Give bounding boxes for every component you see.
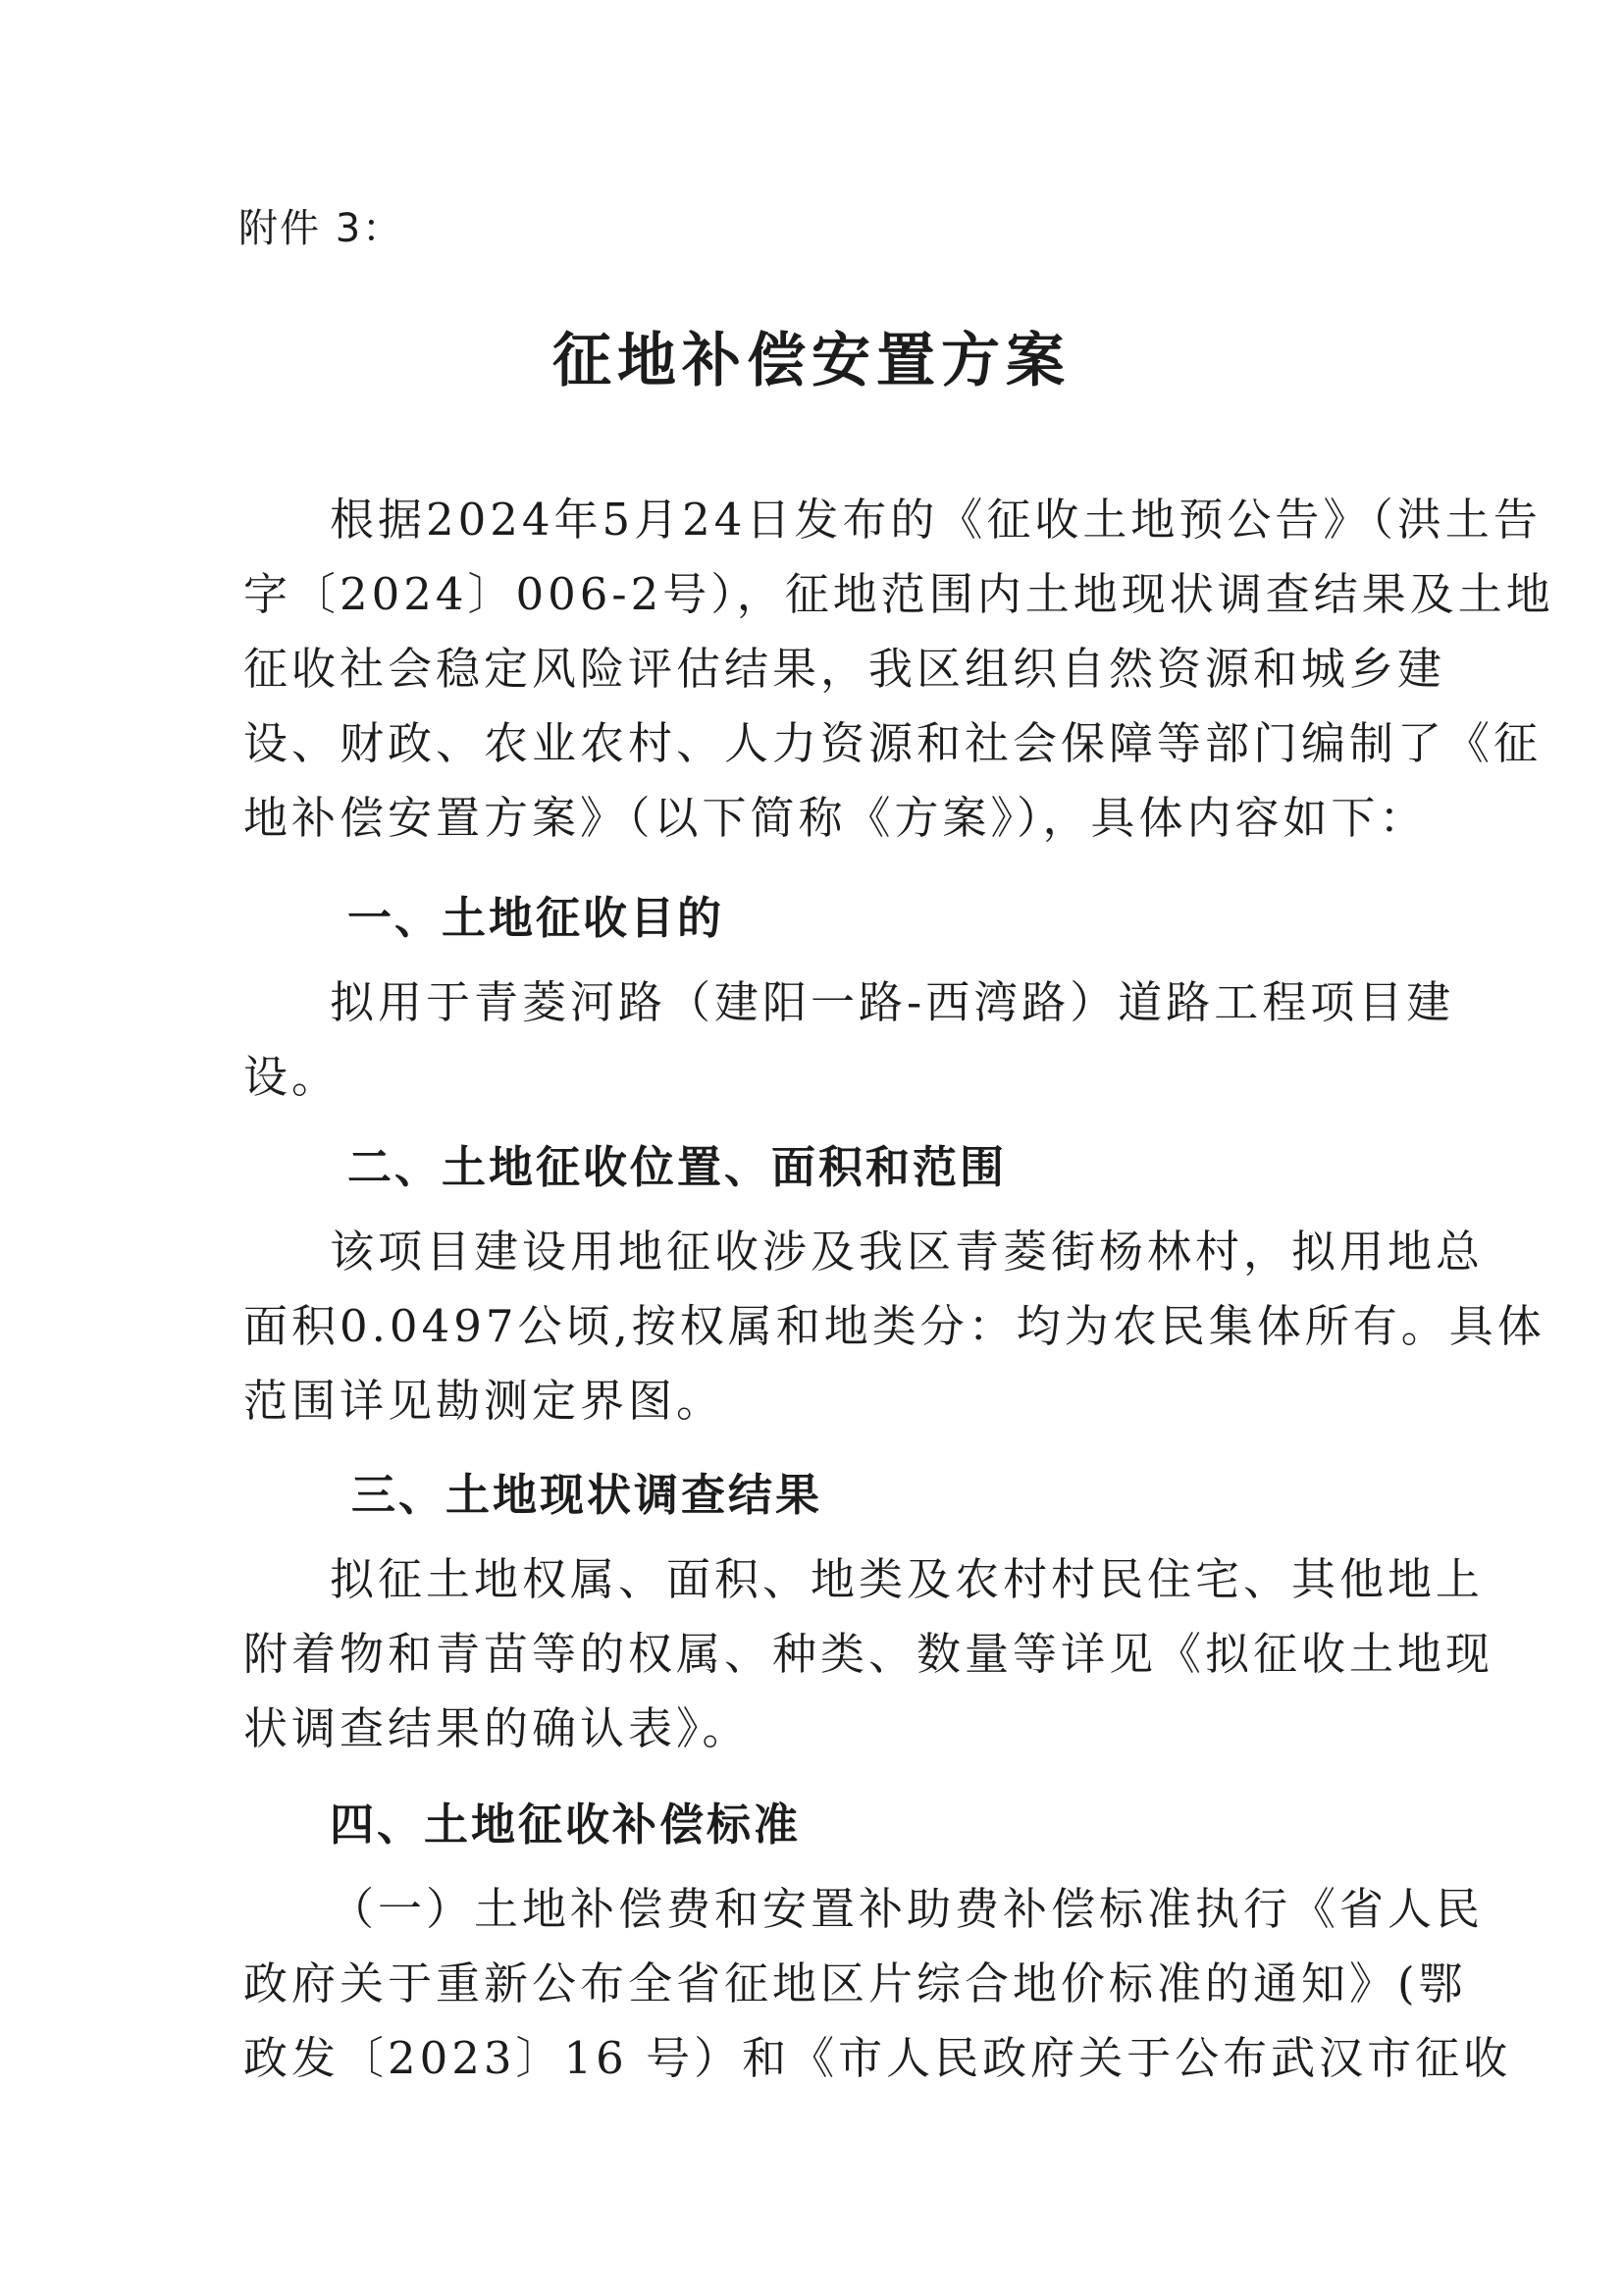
section-line: 面积0.0497公顷,按权属和地类分：均为农民集体所有。具体 (243, 1300, 1545, 1352)
intro-line: 字〔2024〕006-2号），征地范围内土地现状调查结果及土地 (243, 568, 1554, 620)
section-heading: 一、土地征收目的 (347, 892, 725, 944)
section-line: 政府关于重新公布全省征地区片综合地价标准的通知》(鄂 (243, 1957, 1467, 2009)
intro-line: 地补偿安置方案》（以下简称《方案》），具体内容如下： (243, 792, 1428, 844)
document-title: 征地补偿安置方案 (552, 327, 1071, 395)
section-heading: 四、土地征收补偿标准 (330, 1799, 802, 1851)
section-heading: 三、土地现状调查结果 (351, 1469, 823, 1521)
section-line: 拟用于青菱河路（建阳一路-西湾路）道路工程项目建 (330, 976, 1455, 1028)
attachment-label: 附件 3： (238, 206, 404, 251)
section-line: （一）土地补偿费和安置补助费补偿标准执行《省人民 (330, 1883, 1485, 1935)
section-line: 范围详见勘测定界图。 (243, 1375, 725, 1427)
section-line: 附着物和青苗等的权属、种类、数量等详见《拟征收土地现 (243, 1628, 1494, 1680)
section-line: 拟征土地权属、面积、地类及农村村民住宅、其他地上 (330, 1553, 1485, 1605)
section-line: 状调查结果的确认表》。 (243, 1702, 751, 1754)
section-line: 政发〔2023〕16 号）和《市人民政府关于公布武汉市征收 (243, 2032, 1512, 2084)
section-line: 设。 (243, 1051, 340, 1103)
section-line: 该项目建设用地征收涉及我区青菱街杨林村，拟用地总 (330, 1226, 1485, 1278)
section-heading: 二、土地征收位置、面积和范围 (347, 1141, 1008, 1193)
intro-line: 设、财政、农业农村、人力资源和社会保障等部门编制了《征 (243, 717, 1543, 769)
intro-line: 根据2024年5月24日发布的《征收土地预公告》（洪土告 (330, 494, 1542, 546)
intro-line: 征收社会稳定风险评估结果，我区组织自然资源和城乡建 (243, 643, 1446, 695)
